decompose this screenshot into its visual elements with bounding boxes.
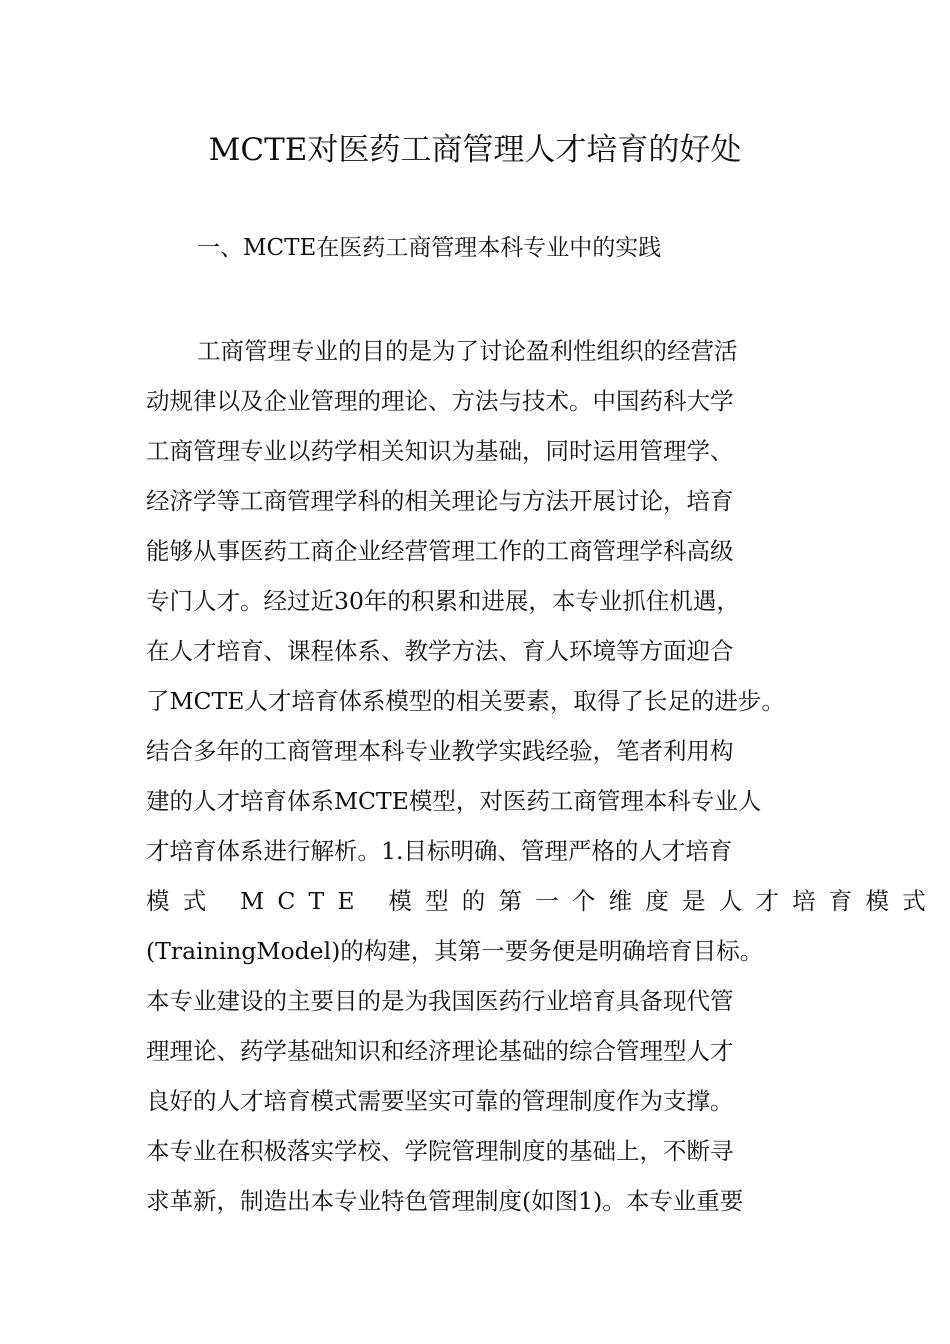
paragraph-line: 建的人才培育体系MCTE模型，对医药工商管理本科专业人 [146,787,762,815]
paragraph-line: 本专业在积极落实学校、学院管理制度的基础上，不断寻 [146,1137,734,1165]
paragraph-line: 求革新，制造出本专业特色管理制度(如图1)。本专业重要 [146,1187,744,1215]
paragraph-line: 了MCTE人才培育体系模型的相关要素，取得了长足的进步。 [146,687,785,715]
paragraph-line: 结合多年的工商管理本科专业教学实践经验，笔者利用构 [146,737,734,765]
paragraph-line: 良好的人才培育模式需要坚实可靠的管理制度作为支撑。 [146,1087,734,1115]
paragraph-line: 理理论、药学基础知识和经济理论基础的综合管理型人才 [146,1037,734,1065]
body-paragraph [146,333,939,1233]
paragraph-line: (TrainingModel)的构建，其第一要务便是明确培育目标。 [146,937,764,965]
paragraph-line: 工商管理专业以药学相关知识为基础，同时运用管理学、 [146,437,734,465]
paragraph-line: 动规律以及企业管理的理论、方法与技术。中国药科大学 [146,387,734,415]
paragraph-line: 模式 MCTE 模型的第一个维度是人才培育模式 [146,887,939,915]
paragraph-line: 在人才培育、课程体系、教学方法、育人环境等方面迎合 [146,637,734,665]
paragraph-line: 才培育体系进行解析。1.目标明确、管理严格的人才培育 [146,837,733,865]
paragraph-line: 经济学等工商管理学科的相关理论与方法开展讨论，培育 [146,487,734,515]
paragraph-line: 专门人才。经过近30年的积累和进展，本专业抓住机遇， [146,587,740,615]
paragraph-line: 能够从事医药工商企业经营管理工作的工商管理学科高级 [146,537,734,565]
section-heading: 一、MCTE在医药工商管理本科专业中的实践 [197,235,662,261]
paragraph-line: 本专业建设的主要目的是为我国医药行业培育具备现代管 [146,987,734,1015]
document-title: MCTE对医药工商管理人才培育的好处 [208,132,742,168]
paragraph-line: 工商管理专业的目的是为了讨论盈利性组织的经营活 [197,337,738,365]
